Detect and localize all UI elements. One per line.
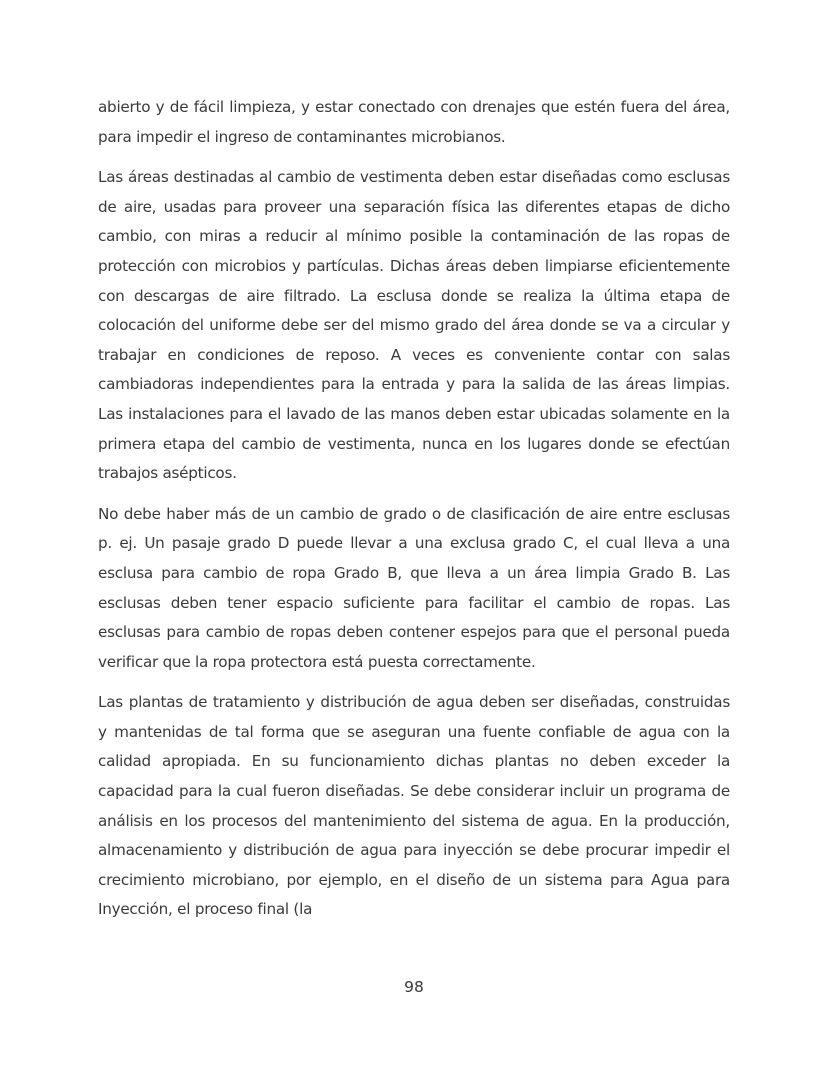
paragraph: No debe haber más de un cambio de grado o de clasificación de aire entre esclusas p. ej. Un pasaje grado D puede llevar a una exclusa grado C, el cual lleva a una esclusa para cambio de ropa Grado B, que lleva a un área limpia Grado B. Las esclusas deben tener espacio suficiente para facilitar el cambio de ropas. Las esclusas para cambio de ropas deben contener espejos para que el personal pueda verificar que la ropa protectora está puesta correctamente.: [98, 504, 730, 671]
page-number: 98: [404, 978, 424, 996]
paragraph: Las áreas destinadas al cambio de vestimenta deben estar diseñadas como esclusas de aire, usadas para proveer una separación física las diferentes etapas de dicho cambio, con miras a reducir al mínimo posible la contaminación de las ropas de protección con microbios y partículas. Dichas áreas deben limpiarse eficientemente con descargas de aire filtrado. La esclusa donde se realiza la última etapa de colocación del uniforme debe ser del mismo grado del área donde se va a circular y trabajar en condiciones de reposo. A veces es conveniente contar con salas cambiadoras independientes para la entrada y para la salida de las áreas limpias. Las instalaciones para el lavado de las manos deben estar ubicadas solamente en la primera etapa del cambio de vestimenta, nunca en los lugares donde se efectúan trabajos asépticos.: [98, 168, 730, 483]
body-text: [98, 93, 730, 925]
paragraph: Las plantas de tratamiento y distribución de agua deben ser diseñadas, construidas y mantenidas de tal forma que se aseguran una fuente confiable de agua con la calidad apropiada. En su funcionamiento dichas plantas no deben exceder la capacidad para la cual fueron diseñadas. Se debe considerar incluir un programa de análisis en los procesos del mantenimiento del sistema de agua. En la producción, almacenamiento y distribución de agua para inyección se debe procurar impedir el crecimiento microbiano, por ejemplo, en el diseño de un sistema para Agua para Inyección, el proceso final (la: [98, 693, 730, 919]
paragraph: abierto y de fácil limpieza, y estar conectado con drenajes que estén fuera del área, para impedir el ingreso de contaminantes microbianos.: [98, 98, 730, 146]
